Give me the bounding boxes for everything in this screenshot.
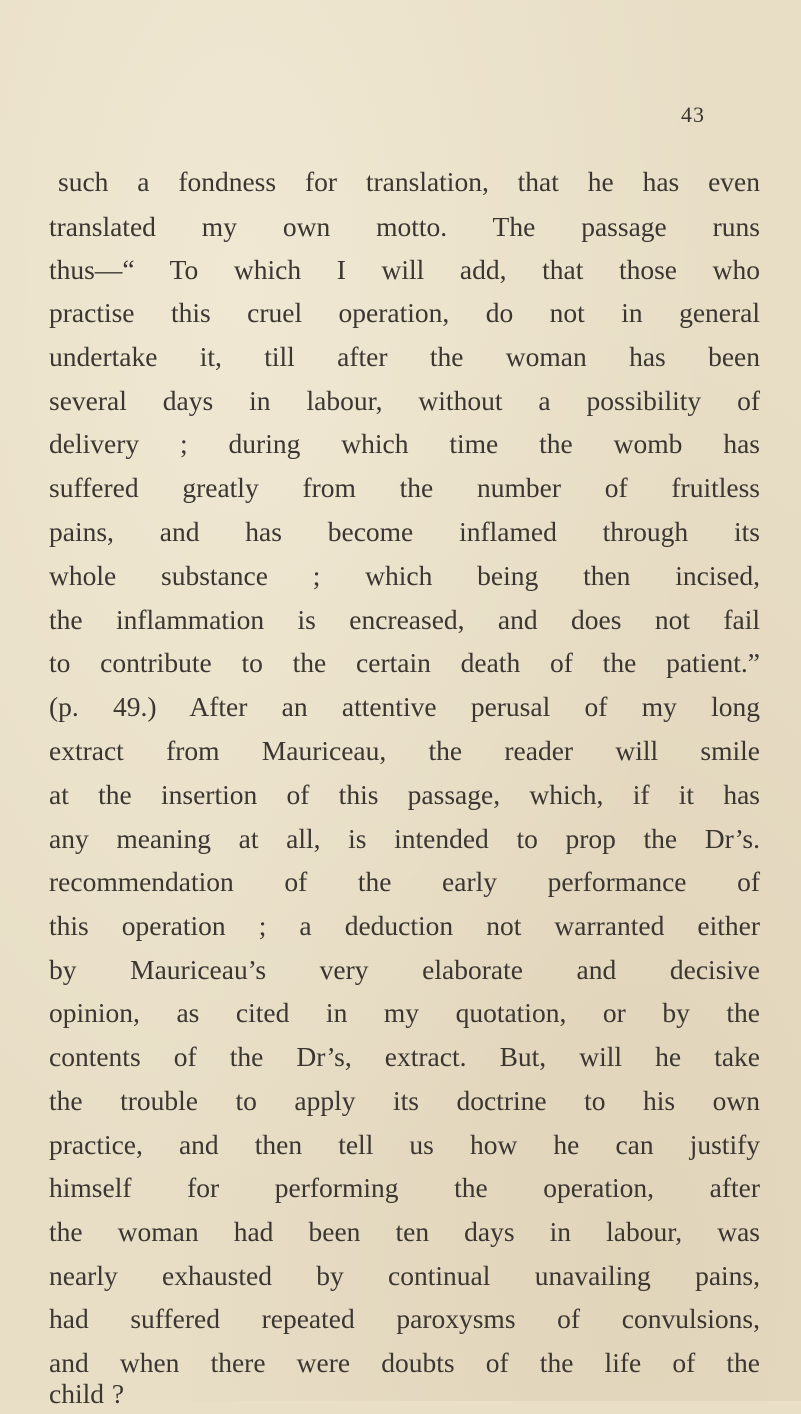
text-line: pains, and has become inflamed through its [49,516,760,547]
text-line: practise this cruel operation, do not in general [49,297,760,328]
text-line: by Mauriceau’s very elaborate and decisive [49,954,760,985]
text-line: the trouble to apply its doctrine to his own [49,1085,760,1116]
text-line: whole substance ; which being then incised, [49,560,760,591]
text-line: undertake it, till after the woman has been [49,341,760,372]
text-line: nearly exhausted by continual unavailing pains, [49,1260,760,1291]
text-line: such a fondness for translation, that he has even [58,166,760,197]
text-line: thus—“ To which I will add, that those who [49,254,760,285]
text-line: several days in labour, without a possibility of [49,385,760,416]
text-line: had suffered repeated paroxysms of convulsions, [49,1303,760,1334]
text-line: himself for performing the operation, after [49,1172,760,1203]
page-number: 43 [681,102,705,127]
text-line: suffered greatly from the number of fruitless [49,472,760,503]
text-line: translated my own motto. The passage runs [49,211,760,242]
text-line: practice, and then tell us how he can justify [49,1129,760,1160]
text-line: delivery ; during which time the womb has [49,428,760,459]
text-line: child ? [49,1378,125,1409]
text-line: to contribute to the certain death of the patient.” [49,647,760,678]
text-line: extract from Mauriceau, the reader will smile [49,735,760,766]
text-line: the woman had been ten days in labour, was [49,1216,760,1247]
text-line: the inflammation is encreased, and does not fail [49,604,760,635]
text-line: opinion, as cited in my quotation, or by the [49,997,760,1028]
text-line: any meaning at all, is intended to prop the Dr’s. [49,823,760,854]
text-line: this operation ; a deduction not warranted either [49,910,760,941]
text-line: at the insertion of this passage, which, if it has [49,779,760,810]
text-line: contents of the Dr’s, extract. But, will he take [49,1041,760,1072]
text-line: (p. 49.) After an attentive perusal of my long [49,691,760,722]
text-line: and when there were doubts of the life of the [49,1347,760,1378]
text-line: recommendation of the early performance of [49,866,760,897]
